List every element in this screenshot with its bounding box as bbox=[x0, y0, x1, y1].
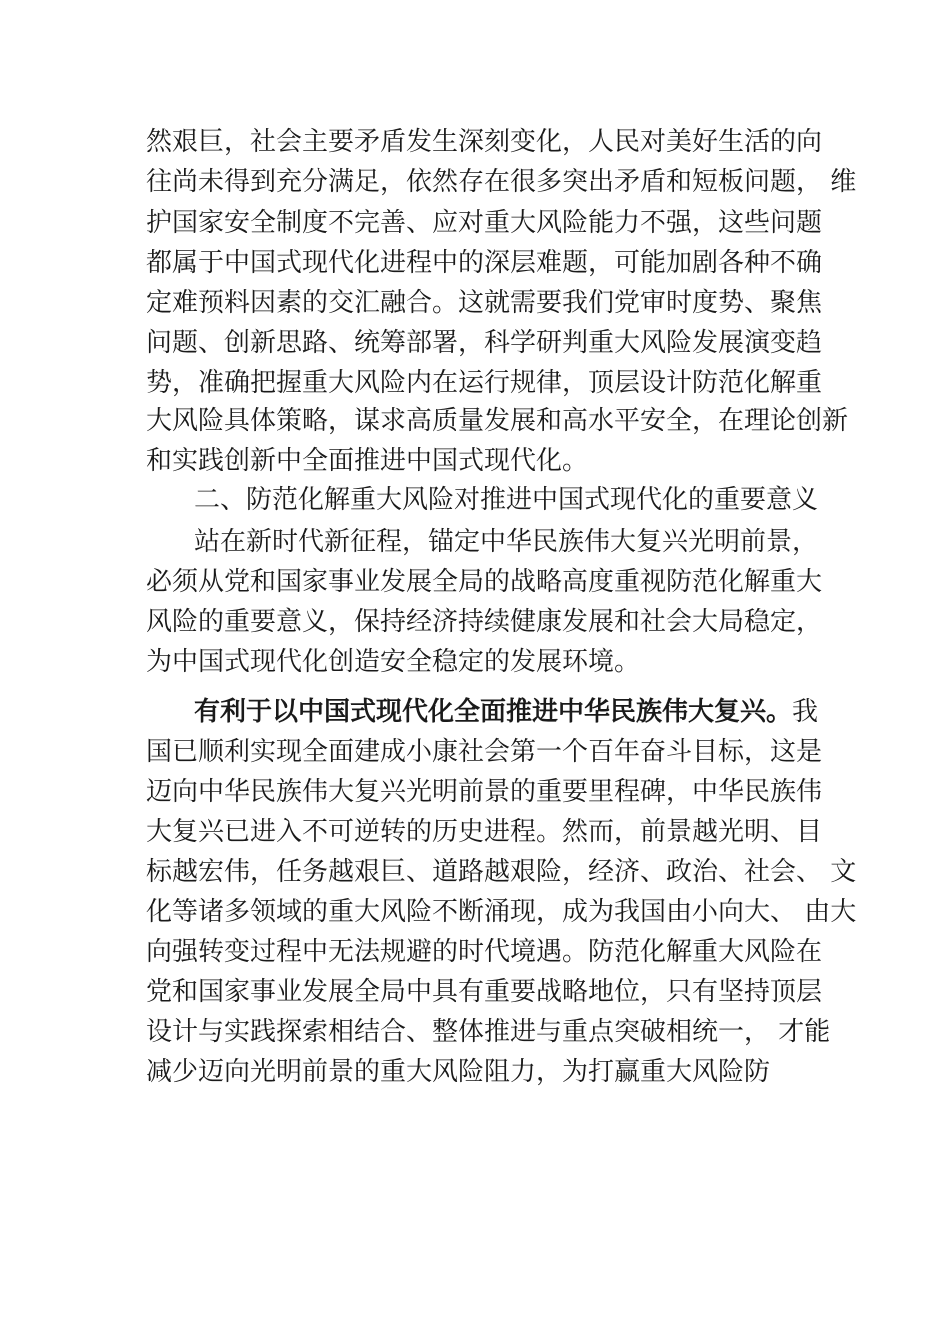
text-line: 往尚未得到充分满足，依然存在很多突出矛盾和短板问题， 维 bbox=[146, 167, 857, 197]
text-line: 标越宏伟，任务越艰巨、道路越艰险，经济、政治、社会、 文 bbox=[146, 857, 857, 887]
bold-lead-sentence: 有利于以中国式现代化全面推进中华民族伟大复兴。 bbox=[194, 697, 793, 727]
text-line: 站在新时代新征程，锚定中华民族伟大复兴光明前景， bbox=[194, 527, 819, 557]
text-line: 化等诸多领域的重大风险不断涌现，成为我国由小向大、 由大 bbox=[146, 897, 857, 927]
text-line: 和实践创新中全面推进中国式现代化。 bbox=[146, 446, 589, 476]
text-line: 向强转变过程中无法规避的时代境遇。防范化解重大风险在 bbox=[146, 937, 823, 967]
text-line: 都属于中国式现代化进程中的深层难题，可能加剧各种不确 bbox=[146, 248, 823, 278]
section-heading: 二、防范化解重大风险对推进中国式现代化的重要意义 bbox=[194, 485, 819, 515]
lead-tail-text: 我 bbox=[792, 697, 819, 727]
text-line: 然艰巨，社会主要矛盾发生深刻变化，人民对美好生活的向 bbox=[146, 127, 823, 157]
text-line-first bbox=[194, 697, 818, 727]
text-line: 党和国家事业发展全局中具有重要战略地位，只有坚持顶层 bbox=[146, 977, 823, 1007]
text-line: 护国家安全制度不完善、应对重大风险能力不强，这些问题 bbox=[146, 208, 823, 238]
text-line: 为中国式现代化创造安全稳定的发展环境。 bbox=[146, 647, 641, 677]
text-line: 大风险具体策略，谋求高质量发展和高水平安全，在理论创新 bbox=[146, 406, 849, 436]
text-line: 问题、创新思路、统筹部署，科学研判重大风险发展演变趋 bbox=[146, 328, 823, 358]
text-line: 风险的重要意义，保持经济持续健康发展和社会大局稳定， bbox=[146, 607, 823, 637]
text-line: 必须从党和国家事业发展全局的战略高度重视防范化解重大 bbox=[146, 567, 823, 597]
text-line: 设计与实践探索相结合、整体推进与重点突破相统一， 才能 bbox=[146, 1017, 831, 1047]
text-line: 国已顺利实现全面建成小康社会第一个百年奋斗目标，这是 bbox=[146, 737, 823, 767]
text-line: 迈向中华民族伟大复兴光明前景的重要里程碑，中华民族伟 bbox=[146, 777, 823, 807]
text-line: 势，准确把握重大风险内在运行规律，顶层设计防范化解重 bbox=[146, 368, 823, 398]
text-line: 定难预料因素的交汇融合。这就需要我们党审时度势、聚焦 bbox=[146, 288, 823, 318]
text-line: 减少迈向光明前景的重大风险阻力，为打赢重大风险防 bbox=[146, 1057, 771, 1087]
text-line: 大复兴已进入不可逆转的历史进程。然而，前景越光明、目 bbox=[146, 817, 823, 847]
